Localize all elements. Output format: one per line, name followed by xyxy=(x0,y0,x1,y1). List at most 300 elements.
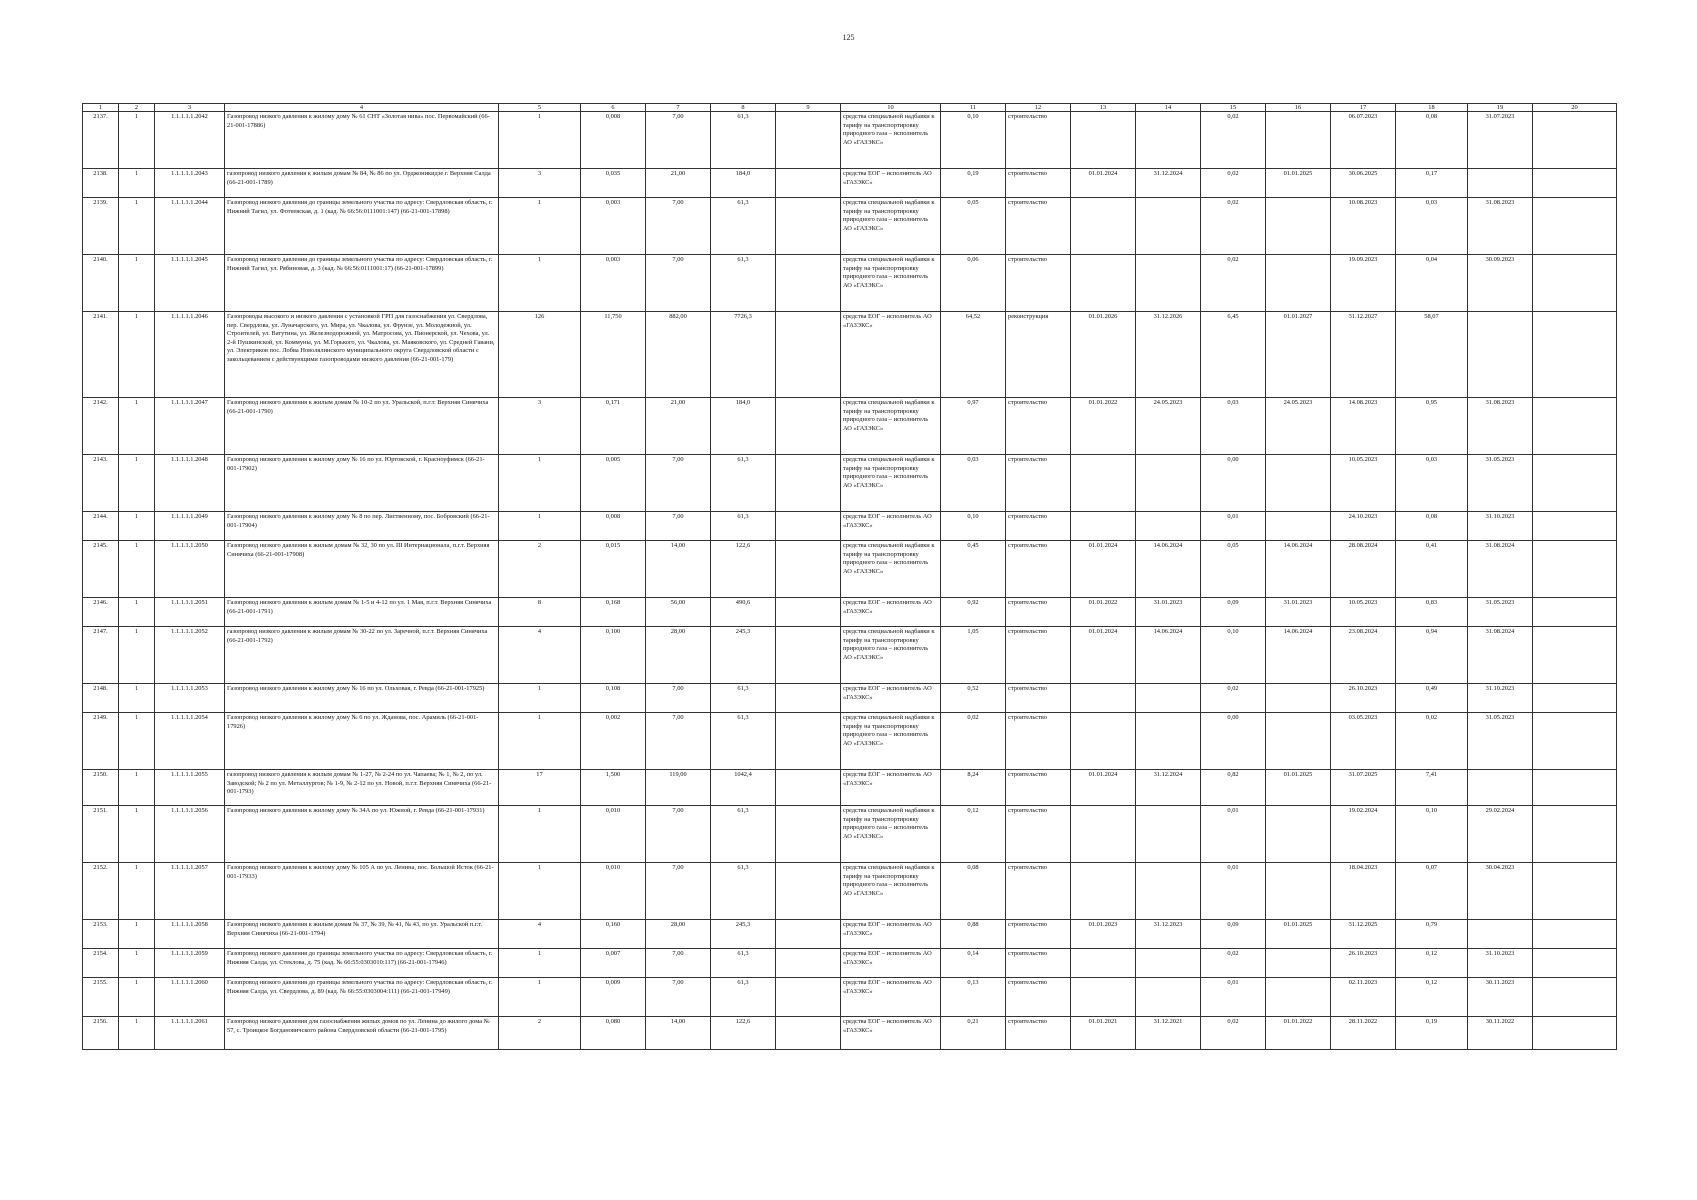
cell-col-4: Газопровод низкого давления к жилому дому № 16 по ул. Юртовской, г. Красноуфимск (66-21-001-17902) xyxy=(225,455,499,512)
cell-col-8: 1042,4 xyxy=(711,770,776,806)
cell-col-2: 1 xyxy=(119,455,155,512)
cell-col-13: 01.01.2022 xyxy=(1071,398,1136,455)
table-row xyxy=(83,198,1617,255)
cell-col-1: 2145. xyxy=(83,541,119,598)
cell-col-14 xyxy=(1136,684,1201,713)
cell-col-7: 7,00 xyxy=(646,455,711,512)
cell-col-3: 1.1.1.1.1.2045 xyxy=(155,255,225,312)
cell-col-3: 1.1.1.1.1.2055 xyxy=(155,770,225,806)
cell-col-7: 7,00 xyxy=(646,112,711,169)
cell-col-13: 01.01.2022 xyxy=(1071,598,1136,627)
column-header-6: 6 xyxy=(581,104,646,112)
cell-col-1: 2146. xyxy=(83,598,119,627)
cell-col-16: 01.01.2025 xyxy=(1266,920,1331,949)
cell-col-2: 1 xyxy=(119,949,155,978)
table-row xyxy=(83,978,1617,1017)
cell-col-2: 1 xyxy=(119,978,155,1017)
cell-col-16: 31.01.2023 xyxy=(1266,598,1331,627)
cell-col-18: 7,41 xyxy=(1396,770,1468,806)
cell-col-5: 1 xyxy=(499,806,581,863)
cell-col-9 xyxy=(776,398,841,455)
cell-col-19: 31.08.2023 xyxy=(1468,198,1533,255)
cell-col-18: 0,41 xyxy=(1396,541,1468,598)
cell-col-14 xyxy=(1136,198,1201,255)
cell-col-14 xyxy=(1136,978,1201,1017)
cell-col-4: Газопровод низкого давления для газоснабжения жилых домов по ул. Ленина до жилого дома № 57, с. Троицкое Богдановичского района Свердловской области (66-21-001-1795) xyxy=(225,1017,499,1050)
cell-col-16 xyxy=(1266,455,1331,512)
cell-col-4: Газопровод низкого давления до границы земельного участка по адресу: Свердловская область, г. Нижняя Салда, ул. Свердлова, д. 89 (кад. № 66:55:0303004:111) (66-21-001-17949) xyxy=(225,978,499,1017)
cell-col-16: 24.05.2023 xyxy=(1266,398,1331,455)
cell-col-4: Газопровод низкого давления к жилому дому № 16 по ул. Ольховая, г. Ревда (66-21-001-17925) xyxy=(225,684,499,713)
cell-col-4: Газопровод низкого давления к жилым домам № 1-5 и 4-12 по ул. 1 Мая, п.г.т. Верхняя Синячиха (66-21-001-1791) xyxy=(225,598,499,627)
cell-col-4: газопровод низкого давления к жилым домам № 1-27, № 2-24 по ул. Чапаева; № 1, № 2, по ул. Заводской; № 2 по ул. Металлургов; № 1-9, № 2-12 по ул. Новой, п.г.т. Верхняя Синячиха (66-21-001-1793) xyxy=(225,770,499,806)
cell-col-5: 1 xyxy=(499,978,581,1017)
table-row xyxy=(83,169,1617,198)
cell-col-17: 31.12.2025 xyxy=(1331,920,1396,949)
cell-col-20 xyxy=(1533,455,1617,512)
column-number-row xyxy=(83,104,1617,112)
cell-col-20 xyxy=(1533,255,1617,312)
cell-col-11: 0,10 xyxy=(941,512,1006,541)
cell-col-20 xyxy=(1533,198,1617,255)
cell-col-19: 30.11.2022 xyxy=(1468,1017,1533,1050)
cell-col-14 xyxy=(1136,949,1201,978)
cell-col-2: 1 xyxy=(119,627,155,684)
table-row xyxy=(83,920,1617,949)
cell-col-2: 1 xyxy=(119,806,155,863)
cell-col-15: 0,02 xyxy=(1201,198,1266,255)
cell-col-12: строительство xyxy=(1006,455,1071,512)
column-header-11: 11 xyxy=(941,104,1006,112)
cell-col-11: 0,08 xyxy=(941,863,1006,920)
table-row xyxy=(83,949,1617,978)
table-row xyxy=(83,863,1617,920)
cell-col-13 xyxy=(1071,455,1136,512)
cell-col-17: 24.10.2023 xyxy=(1331,512,1396,541)
table-row xyxy=(83,312,1617,398)
cell-col-2: 1 xyxy=(119,1017,155,1050)
cell-col-8: 61,3 xyxy=(711,112,776,169)
cell-col-18: 0,83 xyxy=(1396,598,1468,627)
cell-col-12: строительство xyxy=(1006,713,1071,770)
cell-col-11: 0,06 xyxy=(941,255,1006,312)
cell-col-1: 2141. xyxy=(83,312,119,398)
cell-col-5: 2 xyxy=(499,541,581,598)
cell-col-4: газопровод низкого давления к жилым домам № 30-22 по ул. Заречной, п.г.т. Верхняя Синячиха (66-21-001-1792) xyxy=(225,627,499,684)
cell-col-15: 0,00 xyxy=(1201,455,1266,512)
cell-col-3: 1.1.1.1.1.2052 xyxy=(155,627,225,684)
cell-col-20 xyxy=(1533,770,1617,806)
cell-col-7: 119,00 xyxy=(646,770,711,806)
cell-col-17: 10.08.2023 xyxy=(1331,198,1396,255)
table-row xyxy=(83,255,1617,312)
cell-col-17: 02.11.2023 xyxy=(1331,978,1396,1017)
cell-col-4: Газопровод низкого давления к жилому дому № 105 А по ул. Ленина, пос. Большой Исток (66-21-001-17933) xyxy=(225,863,499,920)
cell-col-10: средства специальной надбавки к тарифу на транспортировку природного газа – исполнитель АО «ГАЗЭКС» xyxy=(841,863,941,920)
cell-col-5: 1 xyxy=(499,255,581,312)
cell-col-8: 61,3 xyxy=(711,978,776,1017)
cell-col-18: 0,17 xyxy=(1396,169,1468,198)
cell-col-20 xyxy=(1533,541,1617,598)
cell-col-17: 10.05.2023 xyxy=(1331,455,1396,512)
cell-col-3: 1.1.1.1.1.2044 xyxy=(155,198,225,255)
cell-col-2: 1 xyxy=(119,713,155,770)
cell-col-1: 2147. xyxy=(83,627,119,684)
cell-col-8: 61,3 xyxy=(711,713,776,770)
cell-col-5: 1 xyxy=(499,863,581,920)
cell-col-9 xyxy=(776,806,841,863)
cell-col-7: 7,00 xyxy=(646,255,711,312)
table-row xyxy=(83,112,1617,169)
column-header-1: 1 xyxy=(83,104,119,112)
cell-col-1: 2150. xyxy=(83,770,119,806)
cell-col-2: 1 xyxy=(119,684,155,713)
column-header-3: 3 xyxy=(155,104,225,112)
cell-col-18: 0,12 xyxy=(1396,949,1468,978)
cell-col-6: 0,080 xyxy=(581,1017,646,1050)
cell-col-19: 30.09.2023 xyxy=(1468,255,1533,312)
cell-col-11: 0,45 xyxy=(941,541,1006,598)
cell-col-2: 1 xyxy=(119,255,155,312)
cell-col-19: 31.07.2023 xyxy=(1468,112,1533,169)
cell-col-3: 1.1.1.1.1.2053 xyxy=(155,684,225,713)
cell-col-5: 1 xyxy=(499,198,581,255)
cell-col-17: 30.06.2025 xyxy=(1331,169,1396,198)
cell-col-13 xyxy=(1071,255,1136,312)
cell-col-1: 2142. xyxy=(83,398,119,455)
cell-col-6: 0,015 xyxy=(581,541,646,598)
table-body xyxy=(83,112,1617,1050)
cell-col-2: 1 xyxy=(119,169,155,198)
cell-col-12: строительство xyxy=(1006,255,1071,312)
cell-col-8: 122,6 xyxy=(711,1017,776,1050)
cell-col-20 xyxy=(1533,112,1617,169)
cell-col-16: 14.06.2024 xyxy=(1266,627,1331,684)
cell-col-5: 4 xyxy=(499,627,581,684)
cell-col-19: 31.05.2023 xyxy=(1468,713,1533,770)
cell-col-13: 01.01.2024 xyxy=(1071,169,1136,198)
cell-col-9 xyxy=(776,920,841,949)
cell-col-20 xyxy=(1533,398,1617,455)
cell-col-4: газопровод низкого давления к жилым домам № 84, № 86 по ул. Орджоникидзе г. Верхняя Салда (66-21-001-1789) xyxy=(225,169,499,198)
cell-col-19: 30.04.2023 xyxy=(1468,863,1533,920)
column-header-12: 12 xyxy=(1006,104,1071,112)
cell-col-14 xyxy=(1136,806,1201,863)
cell-col-7: 7,00 xyxy=(646,512,711,541)
cell-col-9 xyxy=(776,713,841,770)
cell-col-18: 0,95 xyxy=(1396,398,1468,455)
table-row xyxy=(83,398,1617,455)
cell-col-17: 31.07.2025 xyxy=(1331,770,1396,806)
cell-col-18: 0,94 xyxy=(1396,627,1468,684)
cell-col-1: 2155. xyxy=(83,978,119,1017)
cell-col-18: 0,08 xyxy=(1396,112,1468,169)
cell-col-5: 3 xyxy=(499,398,581,455)
cell-col-7: 14,00 xyxy=(646,541,711,598)
cell-col-7: 21,00 xyxy=(646,398,711,455)
cell-col-10: средства ЕОГ – исполнитель АО «ГАЗЭКС» xyxy=(841,512,941,541)
table-row xyxy=(83,713,1617,770)
cell-col-16 xyxy=(1266,112,1331,169)
cell-col-3: 1.1.1.1.1.2058 xyxy=(155,920,225,949)
cell-col-18: 0,10 xyxy=(1396,806,1468,863)
cell-col-9 xyxy=(776,684,841,713)
cell-col-14: 31.12.2024 xyxy=(1136,770,1201,806)
cell-col-12: строительство xyxy=(1006,627,1071,684)
cell-col-16: 01.01.2022 xyxy=(1266,1017,1331,1050)
cell-col-16 xyxy=(1266,863,1331,920)
column-header-9: 9 xyxy=(776,104,841,112)
cell-col-8: 7726,3 xyxy=(711,312,776,398)
cell-col-6: 1,500 xyxy=(581,770,646,806)
cell-col-8: 245,3 xyxy=(711,627,776,684)
cell-col-14: 31.01.2023 xyxy=(1136,598,1201,627)
cell-col-14: 31.12.2021 xyxy=(1136,1017,1201,1050)
cell-col-15: 0,82 xyxy=(1201,770,1266,806)
cell-col-6: 0,008 xyxy=(581,512,646,541)
column-header-13: 13 xyxy=(1071,104,1136,112)
cell-col-17: 19.02.2024 xyxy=(1331,806,1396,863)
cell-col-5: 8 xyxy=(499,598,581,627)
cell-col-2: 1 xyxy=(119,398,155,455)
cell-col-5: 1 xyxy=(499,112,581,169)
cell-col-15: 0,05 xyxy=(1201,541,1266,598)
cell-col-10: средства ЕОГ – исполнитель АО «ГАЗЭКС» xyxy=(841,978,941,1017)
cell-col-9 xyxy=(776,112,841,169)
cell-col-18: 0,02 xyxy=(1396,713,1468,770)
cell-col-3: 1.1.1.1.1.2047 xyxy=(155,398,225,455)
cell-col-12: строительство xyxy=(1006,112,1071,169)
cell-col-13 xyxy=(1071,806,1136,863)
cell-col-12: строительство xyxy=(1006,920,1071,949)
cell-col-11: 0,92 xyxy=(941,598,1006,627)
cell-col-19: 30.11.2023 xyxy=(1468,978,1533,1017)
cell-col-7: 7,00 xyxy=(646,713,711,770)
cell-col-15: 0,01 xyxy=(1201,512,1266,541)
column-header-20: 20 xyxy=(1533,104,1617,112)
cell-col-6: 0,108 xyxy=(581,684,646,713)
cell-col-5: 2 xyxy=(499,1017,581,1050)
cell-col-13: 01.01.2023 xyxy=(1071,920,1136,949)
cell-col-14 xyxy=(1136,713,1201,770)
column-header-16: 16 xyxy=(1266,104,1331,112)
cell-col-16: 01.01.2027 xyxy=(1266,312,1331,398)
cell-col-8: 184,0 xyxy=(711,398,776,455)
cell-col-2: 1 xyxy=(119,598,155,627)
cell-col-2: 1 xyxy=(119,863,155,920)
cell-col-10: средства специальной надбавки к тарифу на транспортировку природного газа – исполнитель АО «ГАЗЭКС» xyxy=(841,713,941,770)
cell-col-5: 1 xyxy=(499,713,581,770)
cell-col-10: средства ЕОГ – исполнитель АО «ГАЗЭКС» xyxy=(841,684,941,713)
cell-col-4: Газопровод низкого давления к жилому дому № 8 по пер. Лиственному, пос. Бобровский (66-21-001-17904) xyxy=(225,512,499,541)
cell-col-10: средства специальной надбавки к тарифу на транспортировку природного газа – исполнитель АО «ГАЗЭКС» xyxy=(841,398,941,455)
cell-col-10: средства ЕОГ – исполнитель АО «ГАЗЭКС» xyxy=(841,1017,941,1050)
cell-col-10: средства ЕОГ – исполнитель АО «ГАЗЭКС» xyxy=(841,920,941,949)
cell-col-18: 0,04 xyxy=(1396,255,1468,312)
table-row xyxy=(83,455,1617,512)
cell-col-20 xyxy=(1533,863,1617,920)
cell-col-10: средства специальной надбавки к тарифу на транспортировку природного газа – исполнитель АО «ГАЗЭКС» xyxy=(841,198,941,255)
cell-col-20 xyxy=(1533,312,1617,398)
cell-col-20 xyxy=(1533,684,1617,713)
cell-col-18: 0,19 xyxy=(1396,1017,1468,1050)
cell-col-19 xyxy=(1468,770,1533,806)
column-header-7: 7 xyxy=(646,104,711,112)
cell-col-19: 31.10.2023 xyxy=(1468,512,1533,541)
cell-col-10: средства специальной надбавки к тарифу на транспортировку природного газа – исполнитель АО «ГАЗЭКС» xyxy=(841,455,941,512)
cell-col-3: 1.1.1.1.1.2061 xyxy=(155,1017,225,1050)
cell-col-9 xyxy=(776,541,841,598)
cell-col-10: средства специальной надбавки к тарифу на транспортировку природного газа – исполнитель АО «ГАЗЭКС» xyxy=(841,627,941,684)
cell-col-6: 0,007 xyxy=(581,949,646,978)
cell-col-6: 0,010 xyxy=(581,863,646,920)
cell-col-5: 4 xyxy=(499,920,581,949)
cell-col-10: средства ЕОГ – исполнитель АО «ГАЗЭКС» xyxy=(841,949,941,978)
cell-col-8: 245,3 xyxy=(711,920,776,949)
cell-col-16 xyxy=(1266,512,1331,541)
cell-col-1: 2148. xyxy=(83,684,119,713)
cell-col-7: 56,00 xyxy=(646,598,711,627)
cell-col-6: 0,171 xyxy=(581,398,646,455)
column-header-15: 15 xyxy=(1201,104,1266,112)
column-header-17: 17 xyxy=(1331,104,1396,112)
cell-col-2: 1 xyxy=(119,312,155,398)
cell-col-6: 0,035 xyxy=(581,169,646,198)
cell-col-13 xyxy=(1071,198,1136,255)
cell-col-12: реконструкция xyxy=(1006,312,1071,398)
cell-col-8: 61,3 xyxy=(711,949,776,978)
cell-col-3: 1.1.1.1.1.2056 xyxy=(155,806,225,863)
cell-col-10: средства специальной надбавки к тарифу на транспортировку природного газа – исполнитель АО «ГАЗЭКС» xyxy=(841,806,941,863)
cell-col-14: 24.05.2023 xyxy=(1136,398,1201,455)
cell-col-11: 8,24 xyxy=(941,770,1006,806)
cell-col-11: 0,02 xyxy=(941,713,1006,770)
cell-col-19: 31.05.2023 xyxy=(1468,455,1533,512)
cell-col-1: 2139. xyxy=(83,198,119,255)
cell-col-14: 14.06.2024 xyxy=(1136,627,1201,684)
cell-col-16: 01.01.2025 xyxy=(1266,169,1331,198)
cell-col-12: строительство xyxy=(1006,512,1071,541)
column-header-14: 14 xyxy=(1136,104,1201,112)
cell-col-8: 490,6 xyxy=(711,598,776,627)
cell-col-17: 31.12.2027 xyxy=(1331,312,1396,398)
cell-col-10: средства специальной надбавки к тарифу на транспортировку природного газа – исполнитель АО «ГАЗЭКС» xyxy=(841,541,941,598)
cell-col-20 xyxy=(1533,806,1617,863)
cell-col-11: 0,97 xyxy=(941,398,1006,455)
cell-col-7: 7,00 xyxy=(646,863,711,920)
cell-col-16 xyxy=(1266,978,1331,1017)
cell-col-12: строительство xyxy=(1006,863,1071,920)
cell-col-17: 19.09.2023 xyxy=(1331,255,1396,312)
cell-col-9 xyxy=(776,312,841,398)
cell-col-15: 0,09 xyxy=(1201,598,1266,627)
cell-col-18: 0,79 xyxy=(1396,920,1468,949)
cell-col-7: 28,00 xyxy=(646,627,711,684)
cell-col-8: 61,3 xyxy=(711,255,776,312)
cell-col-4: Газопровод низкого давления к жилому дому № 34А по ул. Южной, г. Ревда (66-21-001-17931) xyxy=(225,806,499,863)
cell-col-13: 01.01.2024 xyxy=(1071,541,1136,598)
cell-col-8: 61,3 xyxy=(711,806,776,863)
cell-col-10: средства специальной надбавки к тарифу на транспортировку природного газа – исполнитель АО «ГАЗЭКС» xyxy=(841,255,941,312)
cell-col-3: 1.1.1.1.1.2050 xyxy=(155,541,225,598)
cell-col-19 xyxy=(1468,920,1533,949)
cell-col-12: строительство xyxy=(1006,1017,1071,1050)
cell-col-6: 0,160 xyxy=(581,920,646,949)
cell-col-9 xyxy=(776,627,841,684)
cell-col-18: 0,07 xyxy=(1396,863,1468,920)
cell-col-20 xyxy=(1533,949,1617,978)
cell-col-20 xyxy=(1533,713,1617,770)
cell-col-16 xyxy=(1266,684,1331,713)
cell-col-14 xyxy=(1136,512,1201,541)
cell-col-1: 2140. xyxy=(83,255,119,312)
cell-col-6: 0,100 xyxy=(581,627,646,684)
cell-col-7: 7,00 xyxy=(646,198,711,255)
cell-col-8: 184,0 xyxy=(711,169,776,198)
cell-col-15: 0,01 xyxy=(1201,863,1266,920)
cell-col-1: 2143. xyxy=(83,455,119,512)
cell-col-19: 31.05.2023 xyxy=(1468,598,1533,627)
cell-col-1: 2144. xyxy=(83,512,119,541)
cell-col-1: 2137. xyxy=(83,112,119,169)
cell-col-15: 0,02 xyxy=(1201,169,1266,198)
cell-col-17: 10.05.2023 xyxy=(1331,598,1396,627)
registry-table xyxy=(82,103,1617,1050)
cell-col-6: 11,750 xyxy=(581,312,646,398)
cell-col-7: 7,00 xyxy=(646,978,711,1017)
cell-col-18: 0,08 xyxy=(1396,512,1468,541)
cell-col-17: 26.10.2023 xyxy=(1331,684,1396,713)
cell-col-14 xyxy=(1136,255,1201,312)
cell-col-17: 23.08.2024 xyxy=(1331,627,1396,684)
cell-col-7: 14,00 xyxy=(646,1017,711,1050)
cell-col-11: 0,14 xyxy=(941,949,1006,978)
cell-col-3: 1.1.1.1.1.2054 xyxy=(155,713,225,770)
cell-col-12: строительство xyxy=(1006,398,1071,455)
cell-col-10: средства ЕОГ – исполнитель АО «ГАЗЭКС» xyxy=(841,312,941,398)
cell-col-9 xyxy=(776,255,841,312)
cell-col-7: 7,00 xyxy=(646,806,711,863)
cell-col-17: 28.08.2024 xyxy=(1331,541,1396,598)
cell-col-20 xyxy=(1533,920,1617,949)
cell-col-14: 31.12.2023 xyxy=(1136,920,1201,949)
cell-col-9 xyxy=(776,455,841,512)
cell-col-12: строительство xyxy=(1006,978,1071,1017)
page-number: 125 xyxy=(842,33,855,42)
cell-col-6: 0,002 xyxy=(581,713,646,770)
cell-col-6: 0,003 xyxy=(581,255,646,312)
cell-col-15: 0,00 xyxy=(1201,713,1266,770)
cell-col-1: 2149. xyxy=(83,713,119,770)
table-row xyxy=(83,1017,1617,1050)
cell-col-19: 29.02.2024 xyxy=(1468,806,1533,863)
cell-col-11: 0,21 xyxy=(941,1017,1006,1050)
cell-col-6: 0,168 xyxy=(581,598,646,627)
cell-col-18: 0,49 xyxy=(1396,684,1468,713)
cell-col-15: 0,02 xyxy=(1201,1017,1266,1050)
cell-col-2: 1 xyxy=(119,198,155,255)
cell-col-5: 1 xyxy=(499,455,581,512)
table-row xyxy=(83,770,1617,806)
cell-col-2: 1 xyxy=(119,770,155,806)
cell-col-8: 61,3 xyxy=(711,455,776,512)
cell-col-4: Газопровод низкого давления к жилому дому № 61 СНТ «Золотая нива» пос. Первомайский (66-21-001-17886) xyxy=(225,112,499,169)
cell-col-16: 01.01.2025 xyxy=(1266,770,1331,806)
cell-col-9 xyxy=(776,169,841,198)
cell-col-12: строительство xyxy=(1006,198,1071,255)
cell-col-7: 21,00 xyxy=(646,169,711,198)
cell-col-3: 1.1.1.1.1.2046 xyxy=(155,312,225,398)
